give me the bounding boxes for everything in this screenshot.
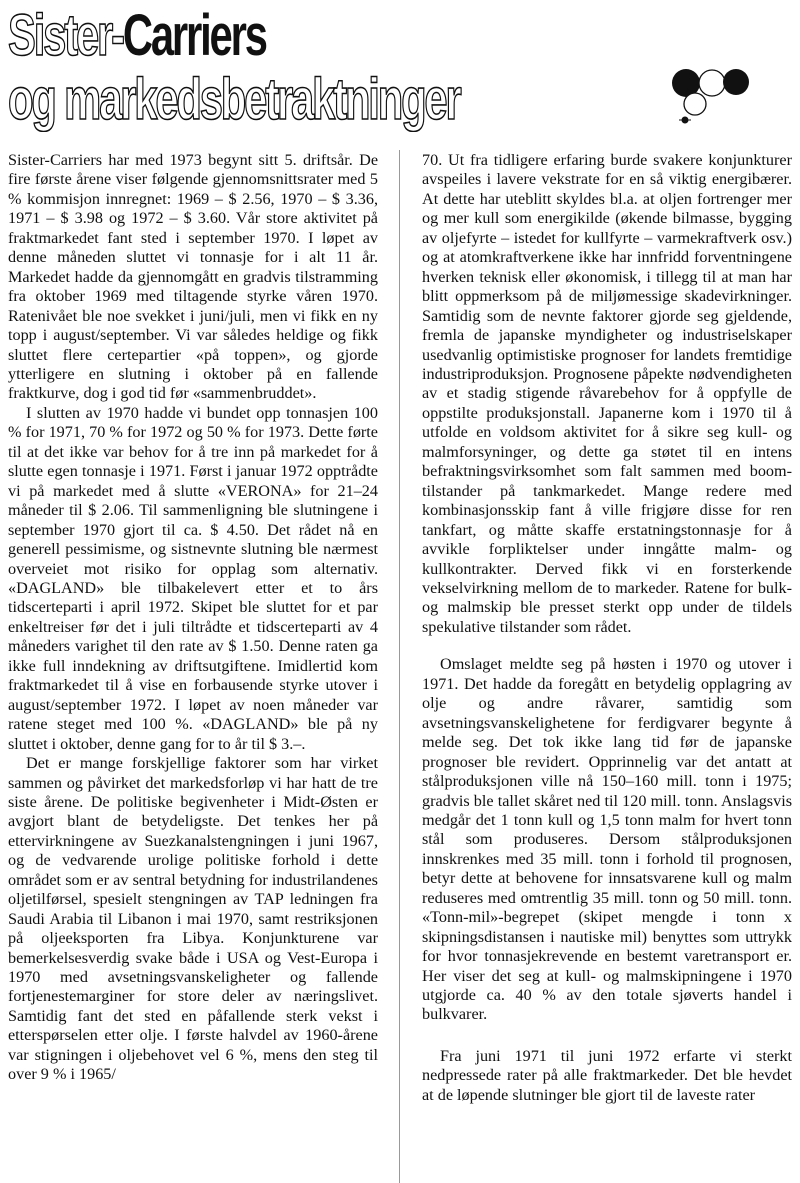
title-word-sister: Sister-: [8, 3, 123, 68]
title-word-carriers: Carriers: [122, 3, 266, 68]
circles-logo-icon: [668, 66, 752, 128]
paragraph: Omslaget meldte seg på høsten i 1970 og utover i 1971. Det hadde da foregått en betydelig opplagring av olje og andre råvarer, samtidig som avsetningsvanskelighetene for ferdigvarer begynte å melde seg. Det tok ikke lang tid før de japanske prognoser ble revidert. Opprinnelig var det antatt at stålproduksjonen ville nå 150–160 mill. tonn i 1975; gradvis ble tallet skåret ned til 120 mill. tonn. Anslagsvis medgår det 1 tonn kull og 1,5 tonn malm for hvert tonn stål som produseres. Dersom stålproduksjonen innskrenkes med 35 mill. tonn i forhold til prognosen, betyr dette at behovene for innsatsvarene kull og malm reduseres med omtrentlig 35 mill. tonn og 50 mill. tonn. «Tonn-mil»-begrepet (skipet mengde i tonn x skipningsdistansen i nautiske mil) benyttes som uttrykk for hvor tonnasjekrevende en bestemt varetransport er. Her viser det seg at kull- og malmskipningene i 1970 utgjorde ca. 40 % av den totale sjøverts handel i bulkvarer.: [422, 655, 792, 1024]
logo-circle-white-bottom: [684, 93, 706, 115]
paragraph: Det er mange forskjellige faktorer som har virket sammen og påvirket det markedsforløp vi har hatt de tre siste årene. De politiske begivenheter i Midt-Østen er avgjort blant de betydeligste. Det tenkes her på ettervirkningene av Suezkanalstengningen i juni 1967, og de vedvarende urolige politiske forhold i dette området som er av sentral betydning for industrilandenes oljetilførsel, spesielt stengningen av TAP ledningen fra Saudi Arabia til Libanon i mai 1970, samt restriksjonen på oljeeksporten fra Libya. Konjunkturene var bemerkelsesverdig svake både i USA og Vest-Europa i 1970 med avsetningsvanskeligheter og fallende fortjenestemarginer for store deler av næringslivet. Samtidig fant det sted en påfallende sterk vekst i etterspørselen etter olje. I første halvdel av 1960-årene var stigningen i oljebehovet vel 6 %, mens den steg til over 9 % i 1965/: [8, 754, 378, 1084]
paragraph: I slutten av 1970 hadde vi bundet opp tonnasjen 100 % for 1971, 70 % for 1972 og 50 % for 1973. Dette førte til at det ikke var behov for å tre inn på markedet for å slutte egen tonnasje i 1971. Først i januar 1972 opptrådte vi på markedet med å slutte «VERONA» for 21–24 måneder til $ 2.06. Til sammenligning ble slutningene i september 1970 gjort til ca. $ 4.50. Det rådet nå en generell pessimisme, og sistnevnte slutning ble nærmest overveiet mot risiko for opplag som alternativ. «DAGLAND» ble tilbakelevert etter et to års tidscerteparti i april 1972. Skipet ble sluttet for et par enkeltreiser før det i juli tiltrådte et tidscerteparti av 4 måneders varighet til den rate av $ 1.50. Denne raten ga ikke full inndekning av driftsutgiftene. Imidlertid kom fraktmarkedet til å vise en forbausende styrke utover i august/september 1972. I løpet av noen måneder var ratene steget med 100 %. «DAGLAND» ble på ny sluttet i oktober, denne gang for to år til $ 3.–.: [8, 403, 378, 753]
title-line-2: og markedsbetraktninger: [8, 67, 460, 132]
logo-circle-black-right: [723, 69, 749, 95]
title-line-1: [8, 4, 440, 68]
paragraph: Fra juni 1971 til juni 1972 erfarte vi sterkt nedpressede rater på alle fraktmarkeder. Det ble hevdet at de løpende slutninger ble gjort til de laveste rater: [422, 1046, 792, 1104]
paragraph: 70. Ut fra tidligere erfaring burde svakere konjunkturer avspeiles i lavere vekstrate for en så viktig energibærer. At dette har uteblitt skyldes bl.a. at oljen fortrenger mer og mer kull som energikilde (økende bilmasse, bygging av oljefyrte – istedet for kullfyrte – varmekraftverk osv.) og at atomkraftverkene ikke har innfridd forventningene hverken teknisk eller økonomisk, i tillegg til at man har blitt oppmerksom på de miljømessige skadevirkninger. Samtidig som de nevnte faktorer gjorde seg gjeldende, fremla de japanske myndigheter og industriselskaper usedvanlig optimistiske prognoser for landets fremtidige industriproduksjon. Prognosene påpekte nødvendigheten av et stadig stigende råvarebehov for å oppfylle de oppstilte produksjonstall. Japanerne kom i 1970 til å utfolde en voldsom aktivitet for å sikre seg kull- og malmforsyninger, og dette ga støtet til en intens befraktningsvirksomhet som falt sammen med boom-tilstander på tankmarkedet. Mange redere med kombinasjonsskip fant å ville frigjøre disse for ren tankfart, og måtte skaffe erstatningstonnasje for å avvikle forpliktelser under inngåtte malm- og kullkontrakter. Derved fikk vi en forsterkende vekselvirkning mellom de to markeder. Ratene for bulk- og malmskip ble presset sterkt opp under de tildels spekulative tilstander som rådet.: [422, 151, 792, 636]
right-column: [422, 151, 792, 1105]
left-column: [8, 151, 378, 1085]
logo-circle-white-top: [699, 70, 725, 96]
article-title: [8, 4, 608, 132]
column-divider: [399, 150, 400, 1183]
paragraph: Sister-Carriers har med 1973 begynt sitt 5. driftsår. De fire første årene viser følgende gjennomsnittsrater med 5 % kommisjon innregnet: 1969 – $ 2.56, 1970 – $ 3.36, 1971 – $ 3.98 og 1972 – $ 3.60. Vår store aktivitet på fraktmarkedet fant sted i september 1970. I løpet av denne måneden sluttet vi tonnasje for i alt 11 år. Markedet hadde da gjennomgått en gradvis tilstramming fra oktober 1969 med tiltagende styrke våren 1970. Ratenivået ble noe svekket i juni/juli, men vi fikk en ny topp i august/september. Vi var således heldige og fikk sluttet flere certepartier «på toppen», og gjorde ytterligere en slutning i oktober på en fallende fraktkurve, dog i god tid før «sammenbruddet».: [8, 151, 378, 403]
